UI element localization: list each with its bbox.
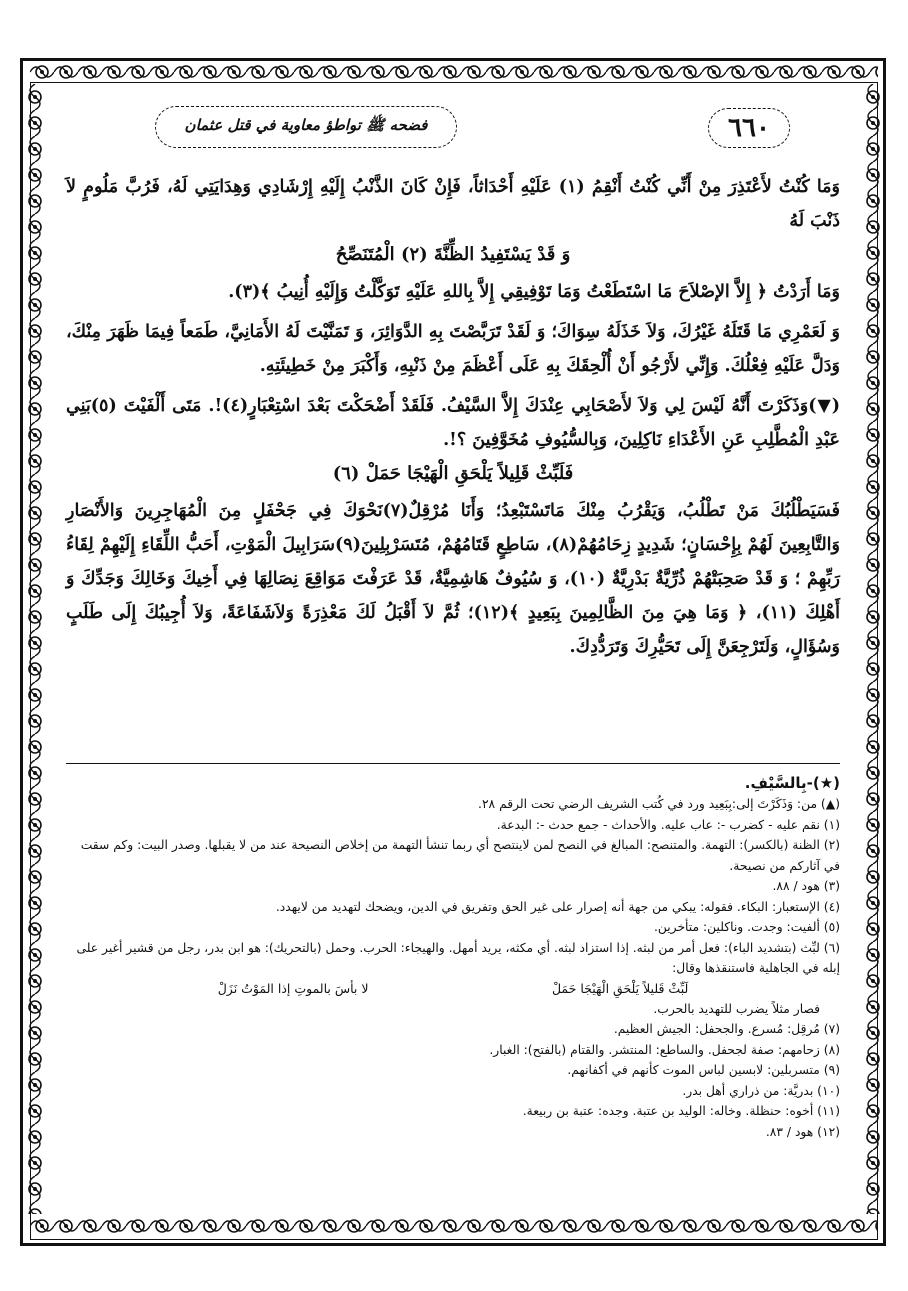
page-number-badge: [708, 108, 790, 148]
footnote-1: (١) نقم عليه - كضرب -: عاب عليه. والأحداث - جمع حدث -: البدعة.: [496, 817, 840, 832]
footnote-2: (٢) الظنة (بالكسر): التهمة. والمتنصح: المبالغ في النصح لمن لاينتصح أي ربما تنشأ التهمة من إخلاص النصيحة عند من لا يقبلها. وصدر البيت: وكم سقت في آثاركم من نصيحة.: [80, 838, 840, 873]
ornament-border-top: [30, 60, 878, 84]
verse-line-2: فَلَبِّثْ قَلِيلاً يَلْحَقِ الْهَيْجَا حَمَلْ (٦): [332, 463, 574, 484]
footnote-star: (★)-بِالسَّيْفِ.: [744, 774, 840, 792]
footnote-divider: [66, 763, 840, 764]
poem-hemistich-2: لا بأسَ بالموتِ إذا المَوْتُ نَزَلْ: [217, 980, 369, 996]
footnote-7: (٧) مُرقِل: مُسرع. والجحفل: الجيش العظيم.: [613, 1022, 840, 1036]
header-title: فضحه ﷺ تواطؤ معاوية في قتل عثمان: [184, 116, 428, 134]
footnote-poem: [66, 979, 840, 999]
ornament-border-left: [22, 84, 48, 1214]
paragraph-3: وَ لَعَمْرِي مَا قَتَلَهُ غَيْرُكَ، وَلاَ خَذَلَهُ سِوَاكَ؛ وَ لَقَدْ تَرَبَّصْتَ بِهِ الدَّوَائِرَ، وَ تَمَنَّيْتَ لَهُ الأَمَانِيَّ، طَمَعاً فِيمَا ظَهَرَ مِنْكَ، وَدَلَّ عَلَيْهِ فِعْلُكَ. وَإِنِّي لأَرْجُو أَنْ أُلْحِقَكَ بِهِ عَلَى أَعْظَمَ مِنْ ذَنْبِهِ، وَأَكْبَرَ مِنْ خَطِيئَتِهِ.: [66, 322, 840, 376]
page-number: ٦٦٠: [728, 113, 770, 143]
paragraph-5: فَسَيَطْلُبُكَ مَنْ تَطْلُبُ، وَيَقْرُبُ مِنْكَ مَاتَسْتَبْعِدُ؛ وَأَنَا مُرْقِلٌ(٧)نَحْوَكَ فِي جَحْفَلٍ مِنَ الْمُهَاجِرِينَ وَالأَنْصَارِ وَالتَّابِعِينَ لَهُمْ بِإِحْسَانٍ؛ شَدِيدٍ زِحَامُهُمْ(٨)، سَاطِعٍ قَتَامُهُمْ، مُتَسَرْبِلِينَ(٩)سَرَابِيلَ الْمَوْتِ، أَحَبُّ اللِّقَاءِ إِلَيْهِمْ لِقَاءُ رَبِّهِمْ ؛ وَ قَدْ صَحِبَتْهُمْ ذُرِّيَّةٌ بَدْرِيَّةٌ (١٠)، وَ سُيُوفٌ هَاشِمِيَّةٌ، قَدْ عَرَفْتَ مَوَاقِعَ نِصَالِهَا فِي أَخِيكَ وَخَالِكَ وَجَدِّكَ وَ أَهْلِكَ (١١)، ﴿ وَمَا هِيَ مِنَ الظَّالِمِينَ بِبَعِيدٍ ﴾(١٢)؛ ثُمَّ لاَ أَقْبَلُ لَكَ مَعْذِرَةً وَلاَشَفَاعَةً، وَلاَ أُجِيبُكَ إِلَى طَلَبٍ وَسُؤَالٍ، وَلَتَرْجِعَنَّ إِلَى تَحَيُّرِكَ وَتَرَدُّدِكَ.: [66, 501, 841, 657]
poem-hemistich-1: لَبِّثْ قَليلاً يَلْحَقِ الْهَيْجَا حَمَلْ: [551, 980, 689, 996]
footnote-3: (٣) هود / ٨٨.: [772, 879, 840, 893]
paragraph-1: وَمَا كُنْتُ لأَعْتَذِرَ مِنْ أَنِّي كُنْتُ أَنْقِمُ (١) عَلَيْهِ أَحْدَاثاً، فَإِنْ كَانَ الذَّنْبُ إِلَيْهِ إِرْشَادِي وَهِدَايَتِي لَهُ، فَرُبَّ مَلُومٍ لاَ ذَنْبَ لَهُ: [66, 177, 841, 231]
footnote-6-end: فصار مثلاً يضرب للتهديد بالحرب.: [653, 1001, 820, 1016]
footnote-8: (٨) زحامهم: صفة لجحفل. والساطع: المنتشر. والقتام (بالفتح): الغبار.: [489, 1042, 840, 1057]
footnote-11: (١١) أخوه: حنظلة. وخاله: الوليد بن عتبة. وجده: عتبة بن ربيعة.: [522, 1104, 840, 1118]
paragraph-2: وَمَا أَرَدْتُ ﴿ إِلاَّ الإصْلاَحَ مَا اسْتَطَعْتُ وَمَا تَوْفِيقِي إِلاَّ بِاللهِ عَلَيْهِ تَوَكَّلْتُ وَإِلَيْهِ أُنِيبُ ﴾(٣).: [228, 282, 840, 302]
paragraph-4: (▼)وَذَكَرْتَ أَنَّهُ لَيْسَ لِي وَلاَ لأَصْحَابِي عِنْدَكَ إِلاَّ السَّيْفُ. فَلَقَدْ أَضْحَكْتَ بَعْدَ اسْتِعْبَارٍ(٤)!. مَتَى أَلْفَيْتَ (٥)بَنِي عَبْدِ الْمُطَّلِبِ عَنِ الأَعْدَاءِ نَاكِلِينَ، وَبِالسُّيُوفِ مُخَوَّفِينَ ؟!.: [66, 396, 840, 450]
footnote-triangle: (▲) من: وَذَكَرْتَ إلى:بِبَعِيد ورد في كُتب الشريف الرضي تحت الرقم ٢٨.: [478, 797, 840, 811]
verse-line-1: وَ قَدْ يَسْتَفِيدُ الظِّنَّةَ (٢) الْمُتَنَصِّحُ: [335, 244, 571, 265]
footnote-5: (٥) ألفيت: وجدت. وناكلين: متأخرين.: [653, 920, 840, 934]
ornament-border-bottom: [30, 1214, 878, 1238]
footnote-6: (٦) لبِّث (بتشديد الباء): فعل أمر من لبثه. إذا استزاد لبثه. أي مكثه، يريد أمهل. والهيجاء: الحرب. وحمل (بالتحريك): هو ابن بدر، رجل من قشير أغير على إبله في الجاهلية فاستنقذها وقال:: [76, 940, 840, 975]
footnote-9: (٩) متسربلين: لابسين لباس الموت كأنهم في أكفانهم.: [567, 1063, 840, 1077]
running-header: [155, 106, 457, 148]
main-text: [66, 170, 840, 670]
footnotes: [66, 774, 840, 1142]
footnote-12: (١٢) هود / ٨٣.: [765, 1124, 840, 1139]
footnote-4: (٤) الإستعبار: البكاء. فقوله: يبكي من جهة أنه إصرار على غير الحق وتفريق في الدين، ويضحك لتهديد من لايهدد.: [275, 899, 840, 914]
ornament-border-right: [860, 84, 886, 1214]
footnote-10: (١٠) بدريَّة: من ذراري أهل بدر.: [682, 1083, 840, 1098]
